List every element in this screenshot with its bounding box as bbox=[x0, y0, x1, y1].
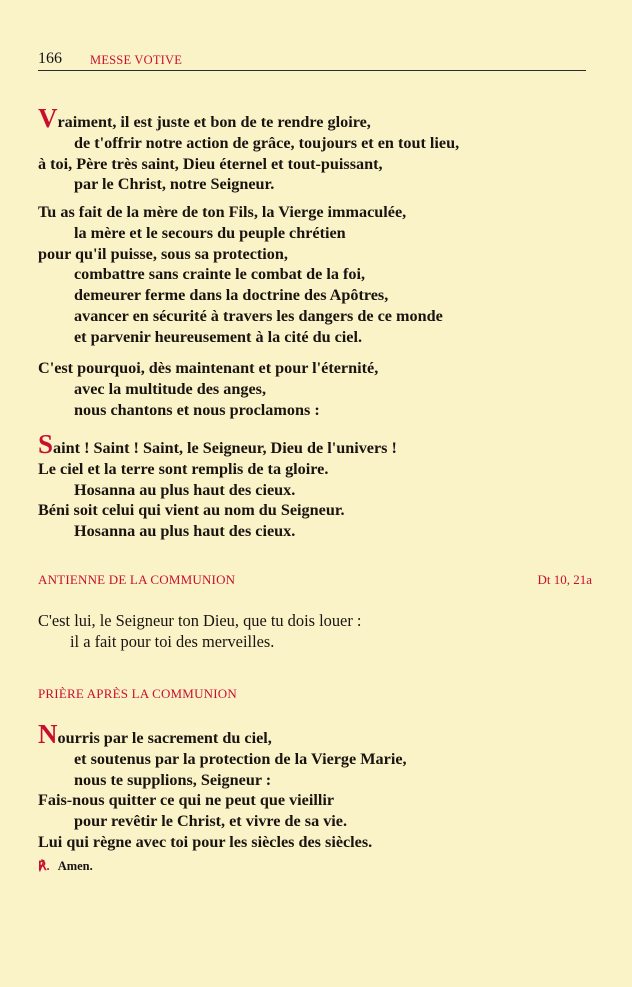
text-line: nous te supplions, Seigneur : bbox=[74, 770, 272, 789]
section-title-communion-antiphon: ANTIENNE DE LA COMMUNION bbox=[38, 572, 236, 587]
text-line: C'est pourquoi, dès maintenant et pour l'éternité, bbox=[38, 359, 379, 377]
post-communion-prayer bbox=[38, 719, 598, 853]
text-line: Vraiment, il est juste et bon de te rendre gloire, bbox=[38, 103, 371, 133]
text-line: avec la multitude des anges, bbox=[74, 379, 266, 398]
text-line: par le Christ, notre Seigneur. bbox=[74, 175, 275, 194]
text-line: avancer en sécurité à travers les dangers de ce monde bbox=[74, 306, 443, 325]
dropcap-n: N bbox=[38, 719, 58, 749]
text-line: Le ciel et la terre sont remplis de ta gloire. bbox=[38, 459, 329, 478]
dropcap-s: S bbox=[38, 429, 54, 459]
text-line: Lui qui règne avec toi pour les siècles des siècles. bbox=[38, 832, 373, 851]
text-line: Nourris par le sacrement du ciel, bbox=[38, 719, 272, 749]
communion-antiphon-text bbox=[38, 610, 598, 652]
text-line: pour qu'il puisse, sous sa protection, bbox=[38, 244, 288, 263]
sanctus bbox=[38, 429, 598, 542]
page-number: 166 bbox=[38, 50, 62, 67]
dropcap-v: V bbox=[38, 103, 58, 133]
text-line: Hosanna au plus haut des cieux. bbox=[74, 480, 296, 499]
running-head: MESSE VOTIVE bbox=[90, 53, 183, 67]
response-mark: ℟. bbox=[38, 859, 50, 873]
response-text: Amen. bbox=[57, 859, 93, 873]
text-line: nous chantons et nous proclamons : bbox=[74, 400, 320, 419]
preface-paragraph-1 bbox=[38, 103, 598, 195]
section-title-post-communion: PRIÈRE APRÈS LA COMMUNION bbox=[38, 686, 237, 701]
text-line: Hosanna au plus haut des cieux. bbox=[74, 522, 296, 541]
text-line: à toi, Père très saint, Dieu éternel et tout-puissant, bbox=[38, 154, 383, 173]
text-line: et parvenir heureusement à la cité du ciel. bbox=[74, 327, 363, 346]
text-line: combattre sans crainte le combat de la foi, bbox=[74, 265, 366, 284]
text-line: C'est lui, le Seigneur ton Dieu, que tu dois louer : bbox=[38, 611, 362, 630]
text-line: demeurer ferme dans la doctrine des Apôtres, bbox=[74, 286, 389, 305]
text-line: Béni soit celui qui vient au nom du Seigneur. bbox=[38, 501, 345, 520]
text-line: Tu as fait de la mère de ton Fils, la Vierge immaculée, bbox=[38, 203, 407, 221]
text-line: et soutenus par la protection de la Vierge Marie, bbox=[74, 749, 407, 768]
text-line: la mère et le secours du peuple chrétien bbox=[74, 223, 346, 242]
preface-paragraph-3 bbox=[38, 358, 598, 420]
preface-paragraph-2 bbox=[38, 202, 598, 348]
text-line: il a fait pour toi des merveilles. bbox=[70, 632, 275, 651]
text-line: Fais-nous quitter ce qui ne peut que vieillir bbox=[38, 791, 335, 810]
text-line: de t'offrir notre action de grâce, toujours et en tout lieu, bbox=[74, 133, 460, 152]
text-line: pour revêtir le Christ, et vivre de sa vie. bbox=[74, 812, 348, 831]
scripture-reference: Dt 10, 21a bbox=[537, 572, 592, 587]
page-header bbox=[38, 50, 586, 71]
text-line: Saint ! Saint ! Saint, le Seigneur, Dieu de l'univers ! bbox=[38, 429, 397, 459]
response-amen bbox=[38, 858, 93, 874]
